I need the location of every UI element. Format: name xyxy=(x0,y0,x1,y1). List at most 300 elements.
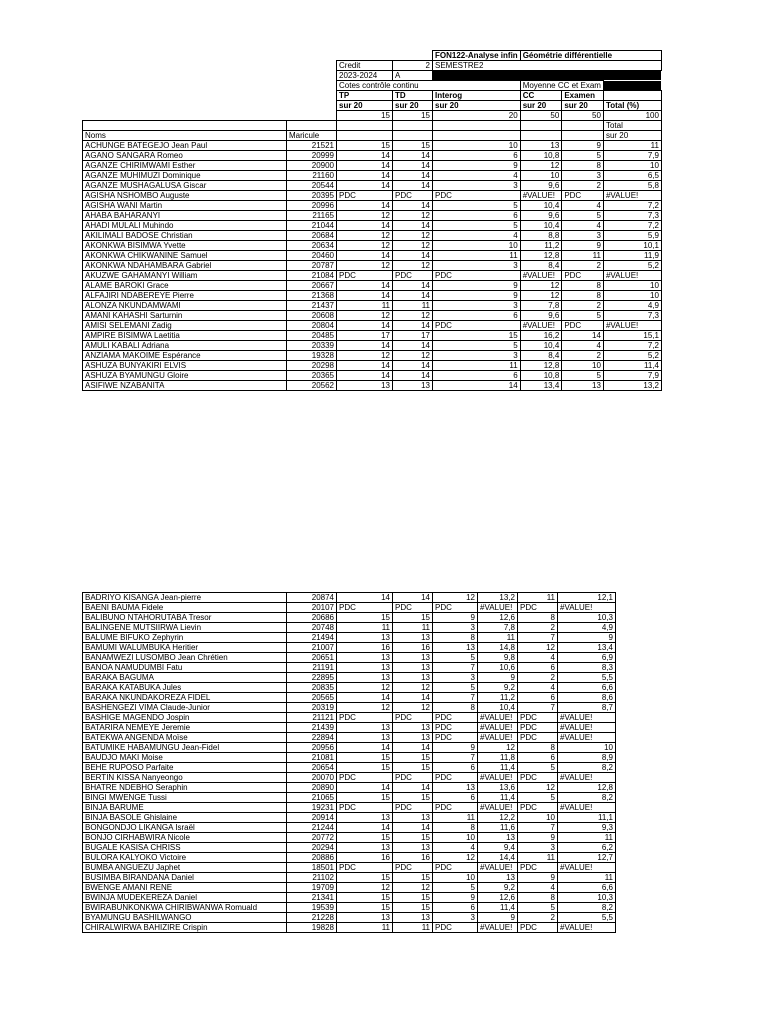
grade-td: 12 xyxy=(393,883,433,893)
grade-tp: 13 xyxy=(337,813,393,823)
student-name: BATUMIKE HABAMUNGU Jean-Fidel xyxy=(83,743,287,753)
grade-cc: #VALUE! xyxy=(478,713,518,723)
grade-td: 12 xyxy=(393,211,433,221)
course-1-title: FON122-Analyse infin xyxy=(433,51,521,61)
grade-tp: PDC xyxy=(337,191,393,201)
table-row xyxy=(83,753,616,763)
grade-td: 15 xyxy=(393,893,433,903)
grade-td: 12 xyxy=(393,683,433,693)
student-matricule: 20667 xyxy=(287,281,337,291)
grade-cc: 9,2 xyxy=(478,683,518,693)
student-name: BADRIYO KISANGA Jean-pierre xyxy=(83,593,287,603)
grade-total: #VALUE! xyxy=(558,713,616,723)
student-name: AKONKWA CHIKWANINE Samuel xyxy=(83,251,287,261)
grade-cc: #VALUE! xyxy=(520,271,562,281)
grade-tp: 13 xyxy=(337,663,393,673)
student-name: BERTIN KISSA Nanyeongo xyxy=(83,773,287,783)
grade-examen: 5 xyxy=(562,151,604,161)
grade-interog: 9 xyxy=(433,613,478,623)
table-row xyxy=(83,321,662,331)
grade-tp: 14 xyxy=(337,593,393,603)
grade-td: 15 xyxy=(393,613,433,623)
grade-td: 15 xyxy=(393,763,433,773)
grade-td: PDC xyxy=(393,713,433,723)
table-row xyxy=(83,351,662,361)
grade-examen: PDC xyxy=(562,321,604,331)
grade-examen: 8 xyxy=(518,743,558,753)
student-name: BAMUMI WALUMBUKA Heritier xyxy=(83,643,287,653)
grade-examen: 4 xyxy=(562,341,604,351)
table-row xyxy=(83,341,662,351)
grade-cc: 10,4 xyxy=(520,201,562,211)
student-matricule: 20654 xyxy=(287,763,337,773)
table-row xyxy=(83,371,662,381)
grade-cc: 8,4 xyxy=(520,261,562,271)
grade-total: 8,2 xyxy=(558,793,616,803)
table-row xyxy=(83,683,616,693)
grade-total: #VALUE! xyxy=(558,863,616,873)
grade-total: #VALUE! xyxy=(558,803,616,813)
grade-td: 13 xyxy=(393,913,433,923)
grade-examen: 8 xyxy=(562,291,604,301)
total-sub-label: sur 20 xyxy=(603,131,661,141)
student-name: ALAME BAROKI Grace xyxy=(83,281,287,291)
grade-examen: PDC xyxy=(518,923,558,933)
table-row xyxy=(83,883,616,893)
grade-td: 14 xyxy=(393,201,433,211)
grade-cc: #VALUE! xyxy=(520,191,562,201)
average-label: Moyenne CC et Exam xyxy=(520,81,603,91)
grade-cc: 10,6 xyxy=(478,663,518,673)
grade-total: 12,1 xyxy=(558,593,616,603)
grade-tp: 14 xyxy=(337,171,393,181)
grade-examen: 10 xyxy=(518,813,558,823)
grade-interog: 13 xyxy=(433,643,478,653)
grade-examen: 3 xyxy=(562,171,604,181)
names-header: Noms xyxy=(83,131,287,141)
grade-td: 13 xyxy=(393,653,433,663)
student-name: BINJA BASOLE Ghislaine xyxy=(83,813,287,823)
student-name: AGISHA NSHOMBO Auguste xyxy=(83,191,287,201)
grade-tp: 13 xyxy=(337,653,393,663)
grade-total: #VALUE! xyxy=(603,191,661,201)
grade-examen: PDC xyxy=(518,863,558,873)
table-row xyxy=(83,743,616,753)
grade-examen: 9 xyxy=(518,833,558,843)
student-name: BHATRE NDEBHO Seraphin xyxy=(83,783,287,793)
table-row xyxy=(83,221,662,231)
weight-td: 15 xyxy=(393,111,433,121)
student-matricule: 20772 xyxy=(287,833,337,843)
grade-examen: PDC xyxy=(518,773,558,783)
grade-total: #VALUE! xyxy=(558,723,616,733)
grade-interog: 5 xyxy=(433,221,521,231)
grade-td: 15 xyxy=(393,903,433,913)
grade-interog: PDC xyxy=(433,191,521,201)
grade-total: 7,2 xyxy=(603,201,661,211)
student-name: BEHE RUPOSO Parfaite xyxy=(83,763,287,773)
student-matricule: 20565 xyxy=(287,693,337,703)
grade-tp: 14 xyxy=(337,823,393,833)
student-matricule: 20651 xyxy=(287,653,337,663)
grade-tp: 12 xyxy=(337,683,393,693)
grade-examen: 5 xyxy=(562,371,604,381)
grade-tp: 14 xyxy=(337,181,393,191)
grade-tp: 14 xyxy=(337,341,393,351)
grade-examen: 2 xyxy=(518,673,558,683)
grade-total: 10 xyxy=(603,291,661,301)
grade-examen: 2 xyxy=(562,261,604,271)
grade-examen: 4 xyxy=(518,883,558,893)
group-label: A xyxy=(393,71,433,81)
table-row xyxy=(83,693,616,703)
grade-total: 5,9 xyxy=(603,231,661,241)
table-row xyxy=(83,331,662,341)
grade-interog: PDC xyxy=(433,723,478,733)
grade-td: 14 xyxy=(393,341,433,351)
grade-cc: 10,4 xyxy=(520,341,562,351)
semester-label: SEMESTRE2 xyxy=(433,61,662,71)
student-matricule: 20804 xyxy=(287,321,337,331)
table-row xyxy=(83,833,616,843)
grade-tp: 13 xyxy=(337,633,393,643)
student-matricule: 21007 xyxy=(287,643,337,653)
student-name: BATARIRA NEMEYE Jeremie xyxy=(83,723,287,733)
grade-examen: PDC xyxy=(562,191,604,201)
student-matricule: 21165 xyxy=(287,211,337,221)
student-matricule: 21521 xyxy=(287,141,337,151)
grade-interog: 9 xyxy=(433,291,521,301)
table-row xyxy=(83,663,616,673)
grade-examen: 11 xyxy=(518,853,558,863)
grade-tp: 14 xyxy=(337,281,393,291)
student-name: BASHENGEZI VIMA Claude-Junior xyxy=(83,703,287,713)
student-name: AMULI KABALI Adriana xyxy=(83,341,287,351)
grade-td: 13 xyxy=(393,813,433,823)
grade-cc: 8,8 xyxy=(520,231,562,241)
grade-examen: 5 xyxy=(518,793,558,803)
grade-total: #VALUE! xyxy=(558,603,616,613)
student-matricule: 19709 xyxy=(287,883,337,893)
grade-total: 6,5 xyxy=(603,171,661,181)
student-matricule: 21439 xyxy=(287,723,337,733)
table-row xyxy=(83,873,616,883)
grade-examen: 8 xyxy=(518,613,558,623)
grade-interog: 5 xyxy=(433,883,478,893)
grade-interog: 9 xyxy=(433,743,478,753)
table-row xyxy=(83,271,662,281)
grade-cc: #VALUE! xyxy=(520,321,562,331)
grade-td: 14 xyxy=(393,743,433,753)
grade-td: 14 xyxy=(393,181,433,191)
table-row xyxy=(83,613,616,623)
sub-interog: sur 20 xyxy=(433,101,521,111)
grade-td: 14 xyxy=(393,171,433,181)
student-matricule: 20339 xyxy=(287,341,337,351)
grade-cc: 12,6 xyxy=(478,613,518,623)
grade-tp: 16 xyxy=(337,643,393,653)
table-row xyxy=(83,623,616,633)
grade-td: 12 xyxy=(393,231,433,241)
table-row xyxy=(83,211,662,221)
student-name: AMPIRE BISIMWA Laetitia xyxy=(83,331,287,341)
student-name: BULORA KALYOKO Victoire xyxy=(83,853,287,863)
grade-td: 14 xyxy=(393,151,433,161)
grade-td: PDC xyxy=(393,603,433,613)
grade-total: 9,3 xyxy=(558,823,616,833)
grade-td: 14 xyxy=(393,221,433,231)
grade-td: 14 xyxy=(393,783,433,793)
grade-tp: 15 xyxy=(337,613,393,623)
grade-td: 13 xyxy=(393,733,433,743)
grade-interog: PDC xyxy=(433,733,478,743)
student-name: BALUME BIFUKO Zephyrin xyxy=(83,633,287,643)
grade-total: #VALUE! xyxy=(558,923,616,933)
grade-examen: 5 xyxy=(562,211,604,221)
grade-cc: 13 xyxy=(520,141,562,151)
grade-cc: 12 xyxy=(478,743,518,753)
grade-total: 10,3 xyxy=(558,893,616,903)
grade-td: 12 xyxy=(393,241,433,251)
grade-examen: 7 xyxy=(518,823,558,833)
table-row xyxy=(83,863,616,873)
grade-tp: PDC xyxy=(337,863,393,873)
table-row xyxy=(83,181,662,191)
grade-tp: 14 xyxy=(337,291,393,301)
grade-examen: 6 xyxy=(518,693,558,703)
grade-interog: 5 xyxy=(433,341,521,351)
grade-tp: 14 xyxy=(337,251,393,261)
grade-td: 14 xyxy=(393,161,433,171)
grade-tp: PDC xyxy=(337,271,393,281)
grade-interog: 9 xyxy=(433,281,521,291)
student-matricule: 21494 xyxy=(287,633,337,643)
grade-tp: 14 xyxy=(337,321,393,331)
student-name: BALIBUNO NTAHORUTABA Tresor xyxy=(83,613,287,623)
table-row xyxy=(83,773,616,783)
grade-examen: 2 xyxy=(518,913,558,923)
grade-cc: #VALUE! xyxy=(478,803,518,813)
table-row xyxy=(83,241,662,251)
grade-total: 13,4 xyxy=(558,643,616,653)
table-row xyxy=(83,603,616,613)
student-matricule: 20874 xyxy=(287,593,337,603)
student-name: AGANO SANGARA Romeo xyxy=(83,151,287,161)
grade-td: 13 xyxy=(393,673,433,683)
table-row xyxy=(83,903,616,913)
grade-examen: 5 xyxy=(518,903,558,913)
student-matricule: 22895 xyxy=(287,673,337,683)
table-row xyxy=(83,291,662,301)
grade-interog: 3 xyxy=(433,261,521,271)
grade-td: 15 xyxy=(393,873,433,883)
grade-interog: PDC xyxy=(433,321,521,331)
grade-tp: 14 xyxy=(337,693,393,703)
grade-tp: 13 xyxy=(337,733,393,743)
table-row xyxy=(83,793,616,803)
grade-tp: 11 xyxy=(337,923,393,933)
table-row xyxy=(83,251,662,261)
student-matricule: 21341 xyxy=(287,893,337,903)
grade-tp: 15 xyxy=(337,141,393,151)
student-matricule: 21191 xyxy=(287,663,337,673)
grade-examen: PDC xyxy=(518,733,558,743)
grade-interog: 11 xyxy=(433,251,521,261)
table-row xyxy=(83,231,662,241)
grade-tp: 15 xyxy=(337,793,393,803)
grade-cc: #VALUE! xyxy=(478,723,518,733)
grade-td: 13 xyxy=(393,633,433,643)
grade-cc: 13,6 xyxy=(478,783,518,793)
grade-examen: PDC xyxy=(518,603,558,613)
grade-td: PDC xyxy=(393,191,433,201)
student-matricule: 21228 xyxy=(287,913,337,923)
student-name: BANOA NAMUDUMBI Fatu xyxy=(83,663,287,673)
grade-cc: 9,6 xyxy=(520,211,562,221)
student-name: BONGONDJO LIKANGA Israël xyxy=(83,823,287,833)
table-row xyxy=(83,843,616,853)
grade-cc: 11,4 xyxy=(478,793,518,803)
grade-tp: 16 xyxy=(337,853,393,863)
grade-examen: 7 xyxy=(518,703,558,713)
student-name: BONJO CIRHABWIRA Nicole xyxy=(83,833,287,843)
grade-tp: 13 xyxy=(337,843,393,853)
table-row xyxy=(83,261,662,271)
grade-cc: 7,8 xyxy=(520,301,562,311)
table-row xyxy=(83,653,616,663)
grade-tp: 13 xyxy=(337,673,393,683)
grade-cc: 13 xyxy=(478,833,518,843)
grade-cc: 10,4 xyxy=(478,703,518,713)
grade-examen: PDC xyxy=(518,723,558,733)
grade-interog: 3 xyxy=(433,623,478,633)
grade-cc: 9 xyxy=(478,673,518,683)
grade-interog: 4 xyxy=(433,231,521,241)
course-2-title: Géométrie différentielle xyxy=(520,51,661,61)
grade-total: #VALUE! xyxy=(603,321,661,331)
student-matricule: 22894 xyxy=(287,733,337,743)
col-tp: TP xyxy=(337,91,393,101)
grade-td: 14 xyxy=(393,251,433,261)
academic-year: 2023-2024 xyxy=(337,71,393,81)
grade-cc: 14,4 xyxy=(478,853,518,863)
grade-total: 10,3 xyxy=(558,613,616,623)
grade-examen: PDC xyxy=(518,713,558,723)
grade-tp: 14 xyxy=(337,221,393,231)
grade-tp: 15 xyxy=(337,753,393,763)
grade-cc: 9 xyxy=(478,913,518,923)
grade-total: 4,9 xyxy=(603,301,661,311)
student-name: AKONKWA BISIMWA Yvette xyxy=(83,241,287,251)
grade-cc: 10,8 xyxy=(520,371,562,381)
grade-cc: 10 xyxy=(520,171,562,181)
sub-cc: sur 20 xyxy=(520,101,562,111)
grade-total: #VALUE! xyxy=(558,773,616,783)
grade-tp: 14 xyxy=(337,361,393,371)
grade-examen: 9 xyxy=(518,873,558,883)
grade-total: 5,2 xyxy=(603,351,661,361)
grade-tp: 14 xyxy=(337,201,393,211)
student-matricule: 20999 xyxy=(287,151,337,161)
table-row xyxy=(83,161,662,171)
grade-interog: 3 xyxy=(433,181,521,191)
student-matricule: 20686 xyxy=(287,613,337,623)
grade-total: 12,8 xyxy=(558,783,616,793)
grade-examen: 4 xyxy=(562,201,604,211)
grade-td: 15 xyxy=(393,753,433,763)
student-name: BALINGENE MUTSIIRWA Lievin xyxy=(83,623,287,633)
sub-total: Total (%) xyxy=(603,101,661,111)
grade-total: 6,9 xyxy=(558,653,616,663)
grade-total: 11 xyxy=(603,141,661,151)
grade-examen: 3 xyxy=(562,231,604,241)
grade-interog: PDC xyxy=(433,271,521,281)
student-name: BASHIGE MAGENDO Jospin xyxy=(83,713,287,723)
table-row xyxy=(83,783,616,793)
student-name: BUGALE KASISA CHRISS xyxy=(83,843,287,853)
grade-interog: 6 xyxy=(433,211,521,221)
grade-tp: 12 xyxy=(337,261,393,271)
grade-interog: 5 xyxy=(433,201,521,211)
grade-interog: PDC xyxy=(433,773,478,783)
student-matricule: 21081 xyxy=(287,753,337,763)
grade-interog: 15 xyxy=(433,331,521,341)
grade-cc: 7,8 xyxy=(478,623,518,633)
grade-tp: PDC xyxy=(337,713,393,723)
student-name: BINGI MWENGE Tussi xyxy=(83,793,287,803)
grade-cc: 10,4 xyxy=(520,221,562,231)
grade-td: 12 xyxy=(393,351,433,361)
grade-td: 15 xyxy=(393,141,433,151)
grade-tp: 14 xyxy=(337,743,393,753)
grade-tp: 14 xyxy=(337,151,393,161)
grade-examen: 6 xyxy=(518,663,558,673)
grade-td: 15 xyxy=(393,793,433,803)
student-name: AGANZE MUSHAGALUSA Giscar xyxy=(83,181,287,191)
col-interog: Interog xyxy=(433,91,521,101)
grade-interog: 4 xyxy=(433,171,521,181)
grade-cc: 11,4 xyxy=(478,903,518,913)
grade-total: #VALUE! xyxy=(558,733,616,743)
grade-examen: 9 xyxy=(562,141,604,151)
student-matricule: 20562 xyxy=(287,381,337,391)
sub-tp: sur 20 xyxy=(337,101,393,111)
grade-interog: 6 xyxy=(433,763,478,773)
grade-total: #VALUE! xyxy=(603,271,661,281)
grade-interog: 14 xyxy=(433,381,521,391)
grade-interog: 7 xyxy=(433,663,478,673)
grade-interog: 3 xyxy=(433,673,478,683)
student-name: ASHUZA BYAMUNGU Gloire xyxy=(83,371,287,381)
credit-label: Credit xyxy=(337,61,393,71)
grade-total: 11,9 xyxy=(603,251,661,261)
grade-total: 5,5 xyxy=(558,673,616,683)
student-name: AMISI SELEMANI Zadig xyxy=(83,321,287,331)
student-matricule: 20485 xyxy=(287,331,337,341)
grade-interog: PDC xyxy=(433,803,478,813)
grade-td: 16 xyxy=(393,643,433,653)
grade-tp: 17 xyxy=(337,331,393,341)
grade-cc: #VALUE! xyxy=(478,923,518,933)
grade-interog: 10 xyxy=(433,873,478,883)
grade-total: 6,2 xyxy=(558,843,616,853)
student-name: BUMBA ANGUEZU Japhet xyxy=(83,863,287,873)
grade-td: 13 xyxy=(393,843,433,853)
student-name: BARAKA BAGUMA xyxy=(83,673,287,683)
grade-cc: 12 xyxy=(520,291,562,301)
student-matricule: 20787 xyxy=(287,261,337,271)
student-name: ALFAJIRI NDABEREYE Pierre xyxy=(83,291,287,301)
